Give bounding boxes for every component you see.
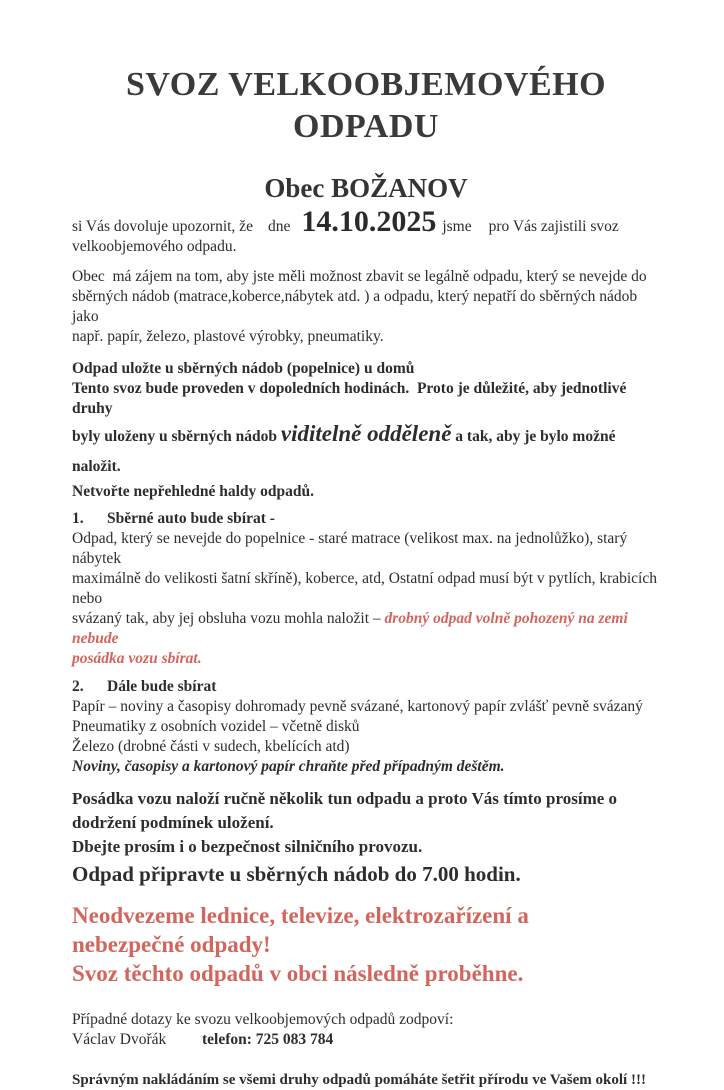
collection-date: 14.10.2025 [301, 205, 437, 238]
contact-intro-line: Případné dotazy ke svozu velkoobjemových odpadů zodpoví: [72, 1011, 454, 1028]
purpose-line: sběrných nádob (matrace,koberce,nábytek atd. ) a odpadu, který nepatří do sběrných nádob jako [72, 288, 641, 325]
intro-text-1: si Vás dovoluje upozornit, že [72, 218, 253, 235]
page-title [72, 64, 660, 148]
section-2-also-collected [72, 677, 660, 777]
instruction-line-4: Netvořte nepřehledné haldy odpadů. [72, 483, 314, 500]
loose-waste-warning: drobný odpad volně pohozený na zemi nebude [72, 610, 632, 647]
instruction-line-3-suffix: a tak, aby je bylo možné naložit. [72, 428, 620, 475]
storage-instructions [72, 359, 660, 502]
section-1-collected-items [72, 509, 660, 669]
crew-appeal-paragraph [72, 787, 660, 889]
excluded-items-warning [72, 901, 660, 988]
appeal-line-3: Dbejte prosím i o bezpečnost silničního provozu. [72, 837, 423, 856]
intro-line-date [72, 205, 660, 238]
instruction-line-3 [72, 419, 660, 482]
environmental-footer-note: Správným nakládáním se všemi druhy odpadů pomáháte šetřit přírodu ve Vašem okolí !!! [72, 1072, 646, 1088]
page-title-line2: ODPADU [293, 108, 439, 145]
visibly-separated-emphasis: viditelně odděleně [280, 421, 452, 446]
section-1-line-2: maximálně do velikosti šatní skříně), koberce, atd, Ostatní odpad musí být v pytlích, krabicích nebo [72, 570, 661, 607]
section-2-heading [72, 677, 660, 697]
instruction-line-2: Tento svoz bude proveden v dopoledních hodinách. Proto je důležité, aby jednotlivé druhy [72, 380, 631, 417]
prepare-by-7am-notice: Odpad připravte u sběrných nádob do 7.00 hodin. [72, 862, 521, 886]
contact-person-line [72, 1030, 660, 1050]
section-2-number: 2. [72, 678, 84, 695]
intro-text-2: dne [267, 218, 291, 235]
contact-phone-number: telefon: 725 083 784 [202, 1031, 334, 1048]
warning-line-2: nebezpečné odpady! [72, 932, 271, 957]
instruction-line-1: Odpad uložte u sběrných nádob (popelnice) u domů [72, 360, 415, 377]
appeal-line-2: dodržení podmínek uložení. [72, 813, 274, 832]
section-2-line-2: Pneumatiky z osobních vozidel – včetně disků [72, 718, 360, 735]
section-1-line-1: Odpad, který se nevejde do popelnice - staré matrace (velikost max. na jednolůžko), starý nábytek [72, 530, 632, 567]
section-2-line-3: Železo (drobné části v sudech, kbelících atd) [72, 738, 350, 755]
page-title-line1: SVOZ VELKOOBJEMOVÉHO [125, 66, 607, 103]
rain-protection-note: Noviny, časopisy a kartonový papír chraňte před případným deštěm. [72, 758, 505, 775]
section-1-heading-text: Sběrné auto bude sbírat - [107, 510, 275, 527]
section-1-heading [72, 509, 660, 529]
contact-block [72, 1010, 660, 1050]
warning-line-1: Neodvezeme lednice, televize, elektrozařízení a [72, 903, 529, 928]
appeal-line-1: Posádka vozu naloží ručně několik tun odpadu a proto Vás tímto prosíme o [72, 789, 618, 808]
instruction-line-3-prefix: byly uloženy u sběrných nádob [72, 428, 281, 445]
intro-text-4: pro Vás zajistili svoz [488, 218, 619, 235]
intro-paragraph [72, 205, 660, 257]
warning-line-3: Svoz těchto odpadů v obci následně proběhne. [72, 961, 524, 986]
intro-text-3: jsme [442, 218, 472, 235]
purpose-paragraph [72, 267, 660, 347]
section-1-line-3 [72, 609, 660, 649]
municipality-name: Obec BOŽANOV [264, 173, 468, 203]
intro-line-2: velkoobjemového odpadu. [72, 238, 237, 255]
contact-person-name: Václav Dvořák [72, 1031, 167, 1048]
purpose-line: Obec má zájem na tom, aby jste měli možnost zbavit se legálně odpadu, který se nevejde do [72, 268, 647, 285]
purpose-line: např. papír, železo, plastové výrobky, pneumatiky. [72, 328, 384, 345]
section-2-line-1: Papír – noviny a časopisy dohromady pevně svázané, kartonový papír zvlášť pevně svázaný [72, 698, 643, 715]
section-2-heading-text: Dále bude sbírat [107, 678, 217, 695]
loose-waste-warning-cont: posádka vozu sbírat. [72, 650, 202, 667]
section-1-line-3-prefix: svázaný tak, aby jej obsluha vozu mohla naložit – [72, 610, 385, 627]
section-1-number: 1. [72, 510, 84, 527]
